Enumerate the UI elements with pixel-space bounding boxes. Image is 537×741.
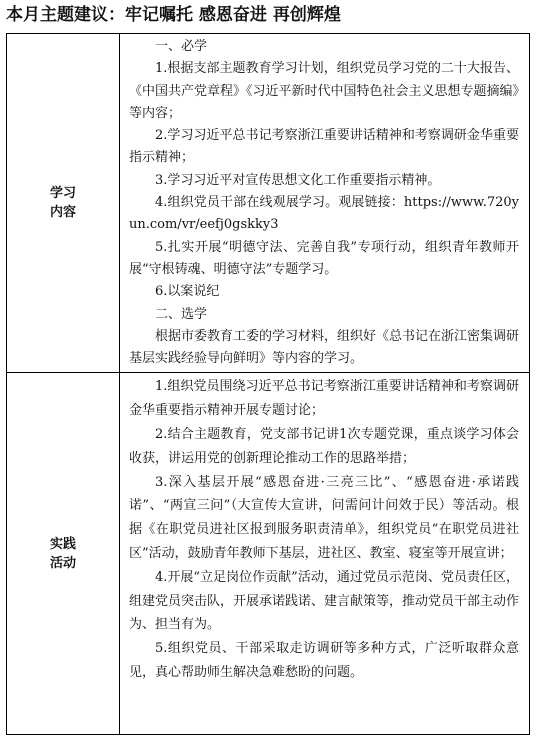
label-line: 实践 — [49, 536, 76, 552]
paragraph: 6.以案说纪 — [155, 284, 220, 300]
paragraph: 1.组织党员围绕习近平总书记考察浙江重要讲话精神和考察调研金华重要指示精神开展专题讨论； — [129, 379, 519, 419]
plan-table — [6, 33, 530, 735]
paragraph: 1.根据支部主题教育学习计划，组织党员学习党的二十大报告、《中国共产党章程》《习近平新时代中国特色社会主义思想专题摘编》等内容； — [129, 61, 520, 121]
page-title: 本月主题建议：牢记嘱托 感恩奋进 再创辉煌 — [6, 5, 341, 25]
label-line: 活动 — [49, 555, 76, 571]
paragraph: 根据市委教育工委的学习材料，组织好《总书记在浙江密集调研基层实践经验导向鲜明》等内容的学习。 — [129, 328, 520, 367]
paragraph: 一、必学 — [155, 39, 208, 54]
paragraph: 5.组织党员、干部采取走访调研等多种方式，广泛听取群众意见，真心帮助师生解决急难愁盼的问题。 — [129, 641, 519, 681]
paragraph: 2.结合主题教育，党支部书记讲1次专题党课，重点谈学习体会收获，讲运用党的创新理论推动工作的思路举措； — [129, 427, 519, 466]
paragraph: 3.深入基层开展“感恩奋进·三亮三比”、“感恩奋进·承诺践诺”、“两宣三问”（大宣传大宣讲，问需问计问效于民）等活动。根据《在职党员进社区报到服务职责清单》，组织党员“在职党员进社区”活动，鼓励青年教师下基层，进社区、教室、寝室等开展宣讲； — [129, 474, 519, 562]
table-row — [7, 34, 530, 373]
paragraph: 二、选学 — [155, 306, 208, 322]
practice-content — [120, 373, 530, 735]
row-label-practice — [7, 373, 120, 735]
label-line: 学习 — [49, 186, 76, 202]
label-line: 内容 — [49, 205, 76, 221]
table-row — [7, 373, 530, 735]
row-label-study — [7, 34, 120, 373]
paragraph: 4.开展“立足岗位作贡献”活动，通过党员示范岗、党员责任区，组建党员突击队，开展承诺践诺、建言献策等，推动党员干部主动作为、担当有为。 — [129, 569, 520, 633]
paragraph: 4.组织党员干部在线观展学习。观展链接：https://www.720yun.com/vr/eefj0gskky3 — [129, 195, 519, 233]
paragraph: 5.扎实开展“明德守法、完善自我”专项行动，组织青年教师开展“守根铸魂、明德守法”专题学习。 — [129, 239, 519, 277]
paragraph: 3.学习习近平对宣传思想文化工作重要指示精神。 — [155, 172, 441, 188]
paragraph: 2.学习习近平总书记考察浙江重要讲话精神和考察调研金华重要指示精神； — [129, 128, 519, 166]
study-content — [120, 34, 530, 373]
